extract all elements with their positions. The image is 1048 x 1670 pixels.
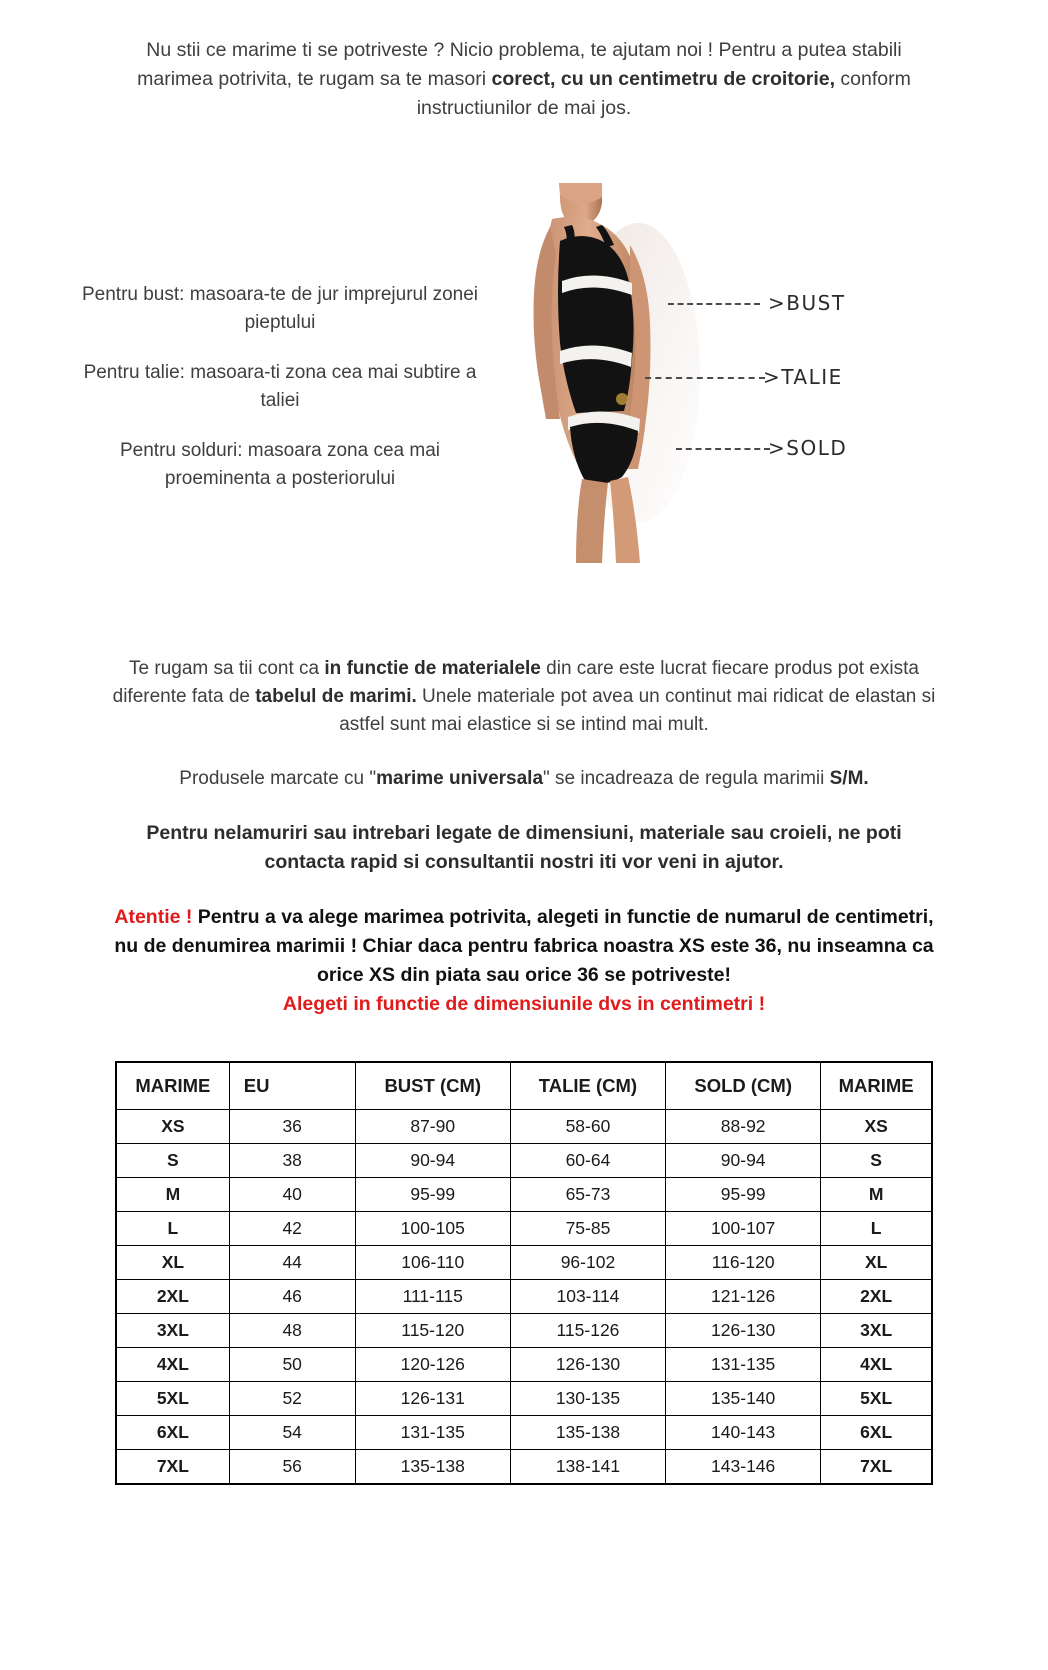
woman-body-illustration <box>498 183 728 563</box>
notes-section <box>109 655 939 1019</box>
cell-size-right: 5XL <box>821 1382 932 1416</box>
intro-paragraph <box>124 36 924 123</box>
intro-text-emphasis: corect, cu un centimetru de croitorie, <box>491 68 835 90</box>
cell-size-left: M <box>116 1178 229 1212</box>
header-bust: BUST (CM) <box>355 1062 510 1110</box>
cell-talie: 115-126 <box>510 1314 665 1348</box>
cell-size-right: M <box>821 1178 932 1212</box>
cell-size-left: L <box>116 1212 229 1246</box>
instruction-talie: Pentru talie: masoara-ti zona cea mai subtire a taliei <box>83 362 477 411</box>
cell-eu: 50 <box>229 1348 355 1382</box>
cell-talie: 96-102 <box>510 1246 665 1280</box>
cell-eu: 36 <box>229 1110 355 1144</box>
cell-size-left: 4XL <box>116 1348 229 1382</box>
table-row <box>116 1144 932 1178</box>
cell-bust: 131-135 <box>355 1416 510 1450</box>
cell-sold: 131-135 <box>666 1348 821 1382</box>
note-universal-emph1: marime universala <box>376 768 544 789</box>
intro-text-part2: conform instructiunilor de mai jos. <box>416 68 911 119</box>
bust-label: >BUST <box>768 291 846 315</box>
talie-leader-line <box>645 377 765 379</box>
measurement-illustration-block <box>0 183 1048 613</box>
table-row <box>116 1348 932 1382</box>
cell-eu: 44 <box>229 1246 355 1280</box>
measurement-instructions <box>70 281 490 493</box>
cell-size-right: XS <box>821 1110 932 1144</box>
size-table-body <box>116 1110 932 1485</box>
table-row <box>116 1280 932 1314</box>
cell-talie: 58-60 <box>510 1110 665 1144</box>
note-materials-emph2: tabelul de marimi. <box>255 686 417 707</box>
instruction-bust: Pentru bust: masoara-te de jur imprejurul zonei pieptului <box>81 284 479 333</box>
cell-talie: 60-64 <box>510 1144 665 1178</box>
body-figure-svg <box>498 183 728 563</box>
cell-sold: 116-120 <box>666 1246 821 1280</box>
cell-size-right: 2XL <box>821 1280 932 1314</box>
cell-bust: 115-120 <box>355 1314 510 1348</box>
table-header-row <box>116 1062 932 1110</box>
note-universal-part2: " se incadreaza de regula marimii <box>543 768 830 789</box>
size-table-wrapper <box>0 1045 1048 1515</box>
cell-eu: 46 <box>229 1280 355 1314</box>
cell-eu: 38 <box>229 1144 355 1178</box>
size-guide-page <box>0 36 1048 1670</box>
cell-eu: 42 <box>229 1212 355 1246</box>
sold-label: >SOLD <box>768 436 848 460</box>
header-talie: TALIE (CM) <box>510 1062 665 1110</box>
note-universal-part1: Produsele marcate cu " <box>179 768 377 789</box>
cell-eu: 54 <box>229 1416 355 1450</box>
cell-size-left: 5XL <box>116 1382 229 1416</box>
cell-eu: 40 <box>229 1178 355 1212</box>
cell-size-left: XL <box>116 1246 229 1280</box>
size-table-head <box>116 1062 932 1110</box>
cell-size-left: 3XL <box>116 1314 229 1348</box>
cell-sold: 126-130 <box>666 1314 821 1348</box>
cell-size-left: S <box>116 1144 229 1178</box>
table-row <box>116 1212 932 1246</box>
cell-sold: 88-92 <box>666 1110 821 1144</box>
note-materials-part2: din care este lucrat fiecare produs pot exista diferente fata de <box>112 658 919 707</box>
cell-bust: 111-115 <box>355 1280 510 1314</box>
note-materials <box>109 655 939 739</box>
cell-size-left: 7XL <box>116 1450 229 1485</box>
attention-prefix: Atentie ! <box>114 906 193 928</box>
cell-size-left: 6XL <box>116 1416 229 1450</box>
header-eu: EU <box>229 1062 355 1110</box>
table-row <box>116 1246 932 1280</box>
bust-leader-line <box>668 303 760 305</box>
table-row <box>116 1178 932 1212</box>
note-contact: Pentru nelamuriri sau intrebari legate de dimensiuni, materiale sau croieli, ne poti contacta rapid si consultantii nostri iti vor veni in ajutor. <box>146 822 902 873</box>
cell-sold: 140-143 <box>666 1416 821 1450</box>
cell-size-left: XS <box>116 1110 229 1144</box>
cell-talie: 126-130 <box>510 1348 665 1382</box>
cell-bust: 100-105 <box>355 1212 510 1246</box>
cell-sold: 100-107 <box>666 1212 821 1246</box>
table-row <box>116 1450 932 1485</box>
cell-bust: 135-138 <box>355 1450 510 1485</box>
cell-eu: 48 <box>229 1314 355 1348</box>
cell-sold: 143-146 <box>666 1450 821 1485</box>
cell-size-right: 6XL <box>821 1416 932 1450</box>
cell-bust: 87-90 <box>355 1110 510 1144</box>
table-row <box>116 1110 932 1144</box>
talie-label: >TALIE <box>763 365 843 389</box>
note-attention <box>109 903 939 1019</box>
note-materials-part3: Unele materiale pot avea un continut mai ridicat de elastan si astfel sunt mai elastice si se intind mai mult. <box>339 686 936 735</box>
cell-eu: 52 <box>229 1382 355 1416</box>
attention-body: Pentru a va alege marimea potrivita, alegeti in functie de numarul de centimetri, nu de denumirea marimii ! Chiar daca pentru fabrica noastra XS este 36, nu inseamna ca orice XS din piata sau orice 36 se potriveste! <box>114 906 934 986</box>
cell-talie: 65-73 <box>510 1178 665 1212</box>
attention-footer: Alegeti in functie de dimensiunile dvs in centimetri ! <box>282 993 766 1015</box>
cell-bust: 126-131 <box>355 1382 510 1416</box>
cell-talie: 75-85 <box>510 1212 665 1246</box>
table-row <box>116 1314 932 1348</box>
cell-size-right: L <box>821 1212 932 1246</box>
cell-talie: 135-138 <box>510 1416 665 1450</box>
cell-bust: 106-110 <box>355 1246 510 1280</box>
header-marime-right: MARIME <box>821 1062 932 1110</box>
header-sold: SOLD (CM) <box>666 1062 821 1110</box>
cell-sold: 95-99 <box>666 1178 821 1212</box>
note-materials-part1: Te rugam sa tii cont ca <box>129 658 325 679</box>
cell-talie: 130-135 <box>510 1382 665 1416</box>
table-row <box>116 1416 932 1450</box>
sold-leader-line <box>676 448 770 450</box>
cell-size-right: S <box>821 1144 932 1178</box>
table-row <box>116 1382 932 1416</box>
cell-talie: 103-114 <box>510 1280 665 1314</box>
cell-eu: 56 <box>229 1450 355 1485</box>
cell-sold: 135-140 <box>666 1382 821 1416</box>
note-universal-emph2: S/M. <box>829 768 869 789</box>
cell-size-right: XL <box>821 1246 932 1280</box>
note-universal-size <box>109 765 939 793</box>
cell-size-left: 2XL <box>116 1280 229 1314</box>
cell-sold: 90-94 <box>666 1144 821 1178</box>
instruction-solduri: Pentru solduri: masoara zona cea mai proeminenta a posteriorului <box>120 440 440 489</box>
header-marime-left: MARIME <box>116 1062 229 1110</box>
size-table <box>115 1061 933 1485</box>
note-materials-emph1: in functie de materialele <box>324 658 541 679</box>
cell-size-right: 3XL <box>821 1314 932 1348</box>
cell-size-right: 7XL <box>821 1450 932 1485</box>
cell-bust: 120-126 <box>355 1348 510 1382</box>
cell-size-right: 4XL <box>821 1348 932 1382</box>
cell-bust: 95-99 <box>355 1178 510 1212</box>
intro-text-part1: Nu stii ce marime ti se potriveste ? Nicio problema, te ajutam noi ! Pentru a putea stabili marimea potrivita, te rugam sa te masori <box>137 39 902 90</box>
cell-bust: 90-94 <box>355 1144 510 1178</box>
cell-sold: 121-126 <box>666 1280 821 1314</box>
cell-talie: 138-141 <box>510 1450 665 1485</box>
